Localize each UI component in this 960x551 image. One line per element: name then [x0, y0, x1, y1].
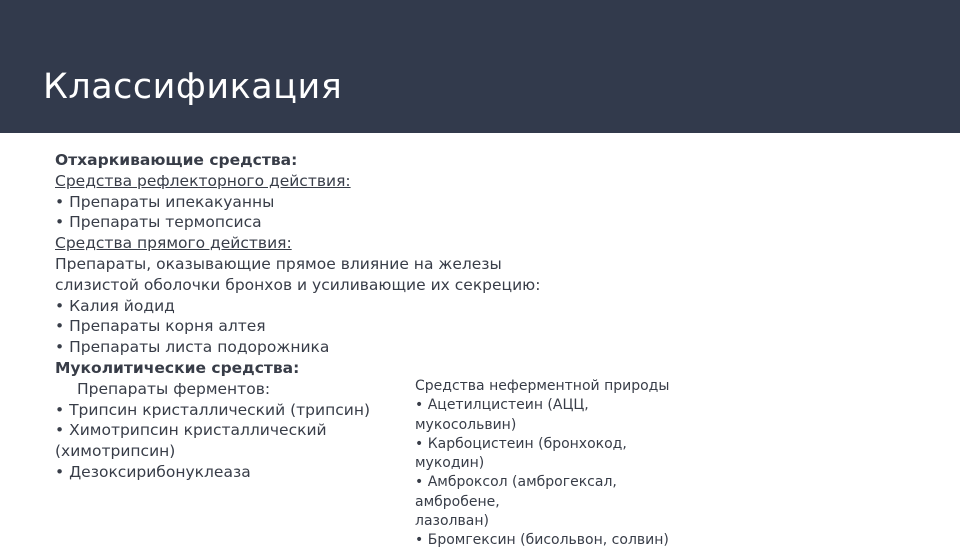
list-item: лазолван)	[415, 513, 489, 530]
direct-description: слизистой оболочки бронхов и усиливающие их секрецию:	[55, 275, 541, 294]
list-item: • Ацетилцистеин (АЦЦ,	[415, 397, 589, 414]
list-item: амбробене,	[415, 493, 500, 510]
direct-description: Препараты, оказывающие прямое влияние на железы	[55, 254, 502, 273]
list-item: (химотрипсин)	[55, 442, 176, 461]
mucolytic-heading: Муколитические средства:	[55, 358, 300, 377]
list-item: • Карбоцистеин (бронхокод,	[415, 435, 627, 452]
list-item: • Препараты термопсиса	[55, 213, 262, 232]
list-item: • Калия йодид	[55, 296, 175, 315]
list-item: • Дезоксирибонуклеаза	[55, 462, 251, 481]
list-item: • Бромгексин (бисольвон, солвин)	[415, 532, 669, 549]
list-item: мукодин)	[415, 455, 485, 472]
nonenzyme-heading: Средства неферментной природы	[415, 378, 670, 394]
enzyme-heading: Препараты ферментов:	[77, 379, 271, 398]
list-item: мукосольвин)	[415, 416, 517, 433]
right-column	[415, 377, 725, 551]
slide-title: Классификация	[43, 67, 343, 107]
list-item: • Препараты ипекакуанны	[55, 192, 275, 211]
list-item: • Препараты листа подорожника	[55, 338, 330, 357]
list-item: • Амброксол (амброгексал,	[415, 474, 617, 491]
list-item: • Препараты корня алтея	[55, 317, 266, 336]
direct-heading: Средства прямого действия:	[55, 234, 292, 253]
reflex-heading: Средства рефлекторного действия:	[55, 171, 351, 190]
slide-header	[0, 0, 960, 133]
list-item: • Трипсин кристаллический (трипсин)	[55, 400, 371, 419]
expectorants-heading: Отхаркивающие средства:	[55, 151, 298, 169]
list-item: • Химотрипсин кристаллический	[55, 421, 327, 440]
